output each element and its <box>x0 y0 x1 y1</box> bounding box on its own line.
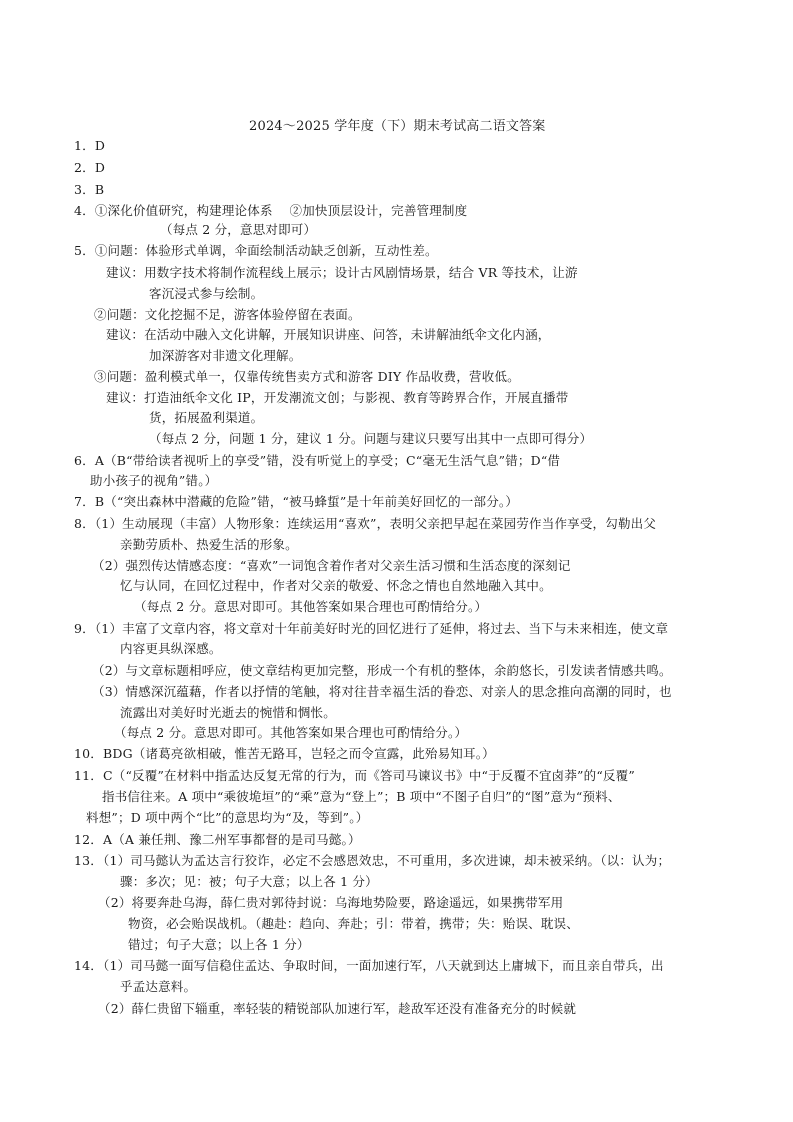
answer-line: 10．BDG（诸葛亮欲相破，惟苦无路耳，岂轻之而令宣露，此殆易知耳。） <box>74 746 495 761</box>
answer-line: （2）将要奔赴乌海，薛仁贵对郭待封说：乌海地势险要，路途遥远，如果携带军用 <box>98 895 564 910</box>
answer-line: 11．C（“反覆”在材料中指孟达反复无常的行为，而《答司马谏议书》中“于反覆不宜卤莽”的“反覆” <box>74 768 635 783</box>
page-title: 2024～2025 学年度（下）期末考试高二语文答案 <box>249 119 546 134</box>
answer-line: 12．A（A 兼任荆、豫二州军事都督的是司马懿。） <box>74 832 361 847</box>
answer-line: 3．B <box>74 182 105 197</box>
answer-line: 内容更具纵深感。 <box>120 641 222 656</box>
answer-line: （2）薛仁贵留下辎重，率轻装的精锐部队加速行军，趁敌军还没有准备充分的时候就 <box>98 1001 577 1016</box>
scoring-note: （每点 2 分，问题 1 分，建议 1 分。问题与建议只要写出其中一点即可得分） <box>149 431 593 446</box>
answer-line: 9．（1）丰富了文章内容，将文章对十年前美好时光的回忆进行了延伸，将过去、当下与未来相连，使文章 <box>74 621 669 636</box>
answer-line: 13．（1）司马懿认为孟达言行狡诈，必定不会感恩效忠，不可重用，多次进谏，却未被采纳。（以：认为； <box>74 853 671 868</box>
answer-line: 加深游客对非遗文化理解。 <box>149 348 302 363</box>
answer-line: 7．B（“突出森林中潜藏的危险”错，“被马蜂蜇”是十年前美好回忆的一部分。） <box>74 494 519 509</box>
answer-line: 客沉浸式参与绘制。 <box>149 286 264 301</box>
answer-line: 6．A（B“带给读者视听上的享受”错，没有听觉上的享受；C“毫无生活气息”错；D“借 <box>74 453 561 468</box>
answer-line: （3）情感深沉蕴藉，作者以抒情的笔触，将对往昔幸福生活的眷恋、对亲人的思念推向高潮的同时，也 <box>92 684 672 699</box>
answer-line: ②问题：文化挖掘不足，游客体验停留在表面。 <box>94 307 361 322</box>
answer-line: 亲勤劳质朴、热爱生活的形象。 <box>120 537 298 552</box>
answer-line: 2．D <box>74 160 106 175</box>
answer-line: 指书信往来。A 项中“乘彼垝垣”的“乘”意为“登上”；B 项中“不图子自归”的“图”意为“预料、 <box>102 789 621 804</box>
answer-line: 流露出对美好时光逝去的惋惜和惆怅。 <box>120 705 336 720</box>
answer-line: 14．（1）司马懿一面写信稳住孟达、争取时间，一面加速行军，八天就到达上庸城下，而且亲自带兵，出 <box>74 958 664 973</box>
answer-line: 物资，必会贻误战机。（趣赴：趋向、奔赴；引：带着，携带；失：贻误、耽误、 <box>128 916 579 931</box>
answer-line: 货，拓展盈利渠道。 <box>149 410 264 425</box>
answer-line: 错过；句子大意；以上各 1 分） <box>128 937 310 952</box>
answer-line: 骤：多次；见：被；句子大意；以上各 1 分） <box>120 874 378 889</box>
answer-line: 料想”；D 项中两个“比”的意思均为“及，等到”。） <box>86 810 369 825</box>
answer-line: 建议：打造油纸伞文化 IP，开发潮流文创；与影视、教育等跨界合作，开展直播带 <box>106 390 569 405</box>
answer-line: 5．①问题：体验形式单调，伞面绘制活动缺乏创新，互动性差。 <box>74 243 438 258</box>
scoring-note: （每点 2 分。意思对即可。其他答案如果合理也可酌情给分。） <box>134 599 488 614</box>
answer-line: （2）与文章标题相呼应，使文章结构更加完整，形成一个有机的整体，余韵悠长，引发读者情感共鸣。 <box>92 663 672 678</box>
answer-line: 乎孟达意料。 <box>120 979 197 994</box>
answer-line: 忆与认同，在回忆过程中，作者对父亲的敬爱、怀念之情也自然地融入其中。 <box>120 578 552 593</box>
answer-line: 1．D <box>74 138 106 153</box>
scoring-note: （每点 2 分，意思对即可） <box>160 222 317 237</box>
scoring-note: （每点 2 分。意思对即可。其他答案如果合理也可酌情给分。） <box>114 725 468 740</box>
answer-line: 助小孩子的视角”错。） <box>90 473 218 488</box>
answer-line: （2）强烈传达情感态度：“喜欢”一词饱含着作者对父亲生活习惯和生活态度的深刻记 <box>92 558 571 573</box>
answer-line: ③问题：盈利模式单一，仅靠传统售卖方式和游客 DIY 作品收费，营收低。 <box>94 369 520 384</box>
answer-line: 建议：用数字技术将制作流程线上展示；设计古风剧情场景，结合 VR 等技术，让游 <box>106 265 578 280</box>
answer-line: 建议：在活动中融入文化讲解，开展知识讲座、问答，未讲解油纸伞文化内涵， <box>106 327 551 342</box>
answer-line: 4．①深化价值研究，构建理论体系 ②加快顶层设计，完善管理制度 <box>74 203 468 218</box>
answer-line: 8．（1）生动展现（丰富）人物形象：连续运用“喜欢”，表明父亲把早起在菜园劳作当作享受，勾勒出父 <box>74 516 657 531</box>
